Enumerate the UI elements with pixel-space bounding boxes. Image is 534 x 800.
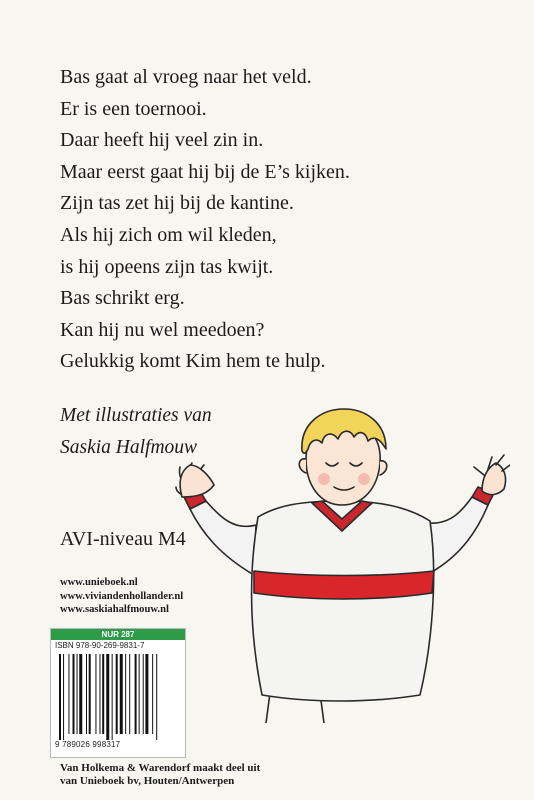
back-cover-blurb xyxy=(60,62,350,378)
blurb-line: Kan hij nu wel meedoen? xyxy=(60,318,265,341)
blurb-line: Er is een toernooi. xyxy=(60,97,207,120)
publisher-line: Van Holkema & Warendorf maakt deel uit xyxy=(60,762,261,774)
barcode-bars xyxy=(57,654,179,740)
blurb-line: Daar heeft hij veel zin in. xyxy=(60,129,264,152)
reading-level: AVI-niveau M4 xyxy=(60,528,186,550)
blurb-line: Zijn tas zet hij bij de kantine. xyxy=(60,192,294,215)
blurb-line: Maar eerst gaat hij bij de E’s kijken. xyxy=(60,160,350,183)
nur-code: NUR 287 xyxy=(51,629,185,640)
website-url: www.viviandenhollander.nl xyxy=(60,590,184,602)
blurb-line: is hij opeens zijn tas kwijt. xyxy=(60,255,274,278)
credit-line: Saskia Halfmouw xyxy=(60,437,198,458)
website-url: www.unieboek.nl xyxy=(60,577,138,588)
isbn-number: ISBN 978-90-269-9831-7 xyxy=(55,641,145,650)
publisher-note xyxy=(60,762,260,788)
credit-line: Met illustraties van xyxy=(60,405,212,426)
blurb-line: Bas gaat al vroeg naar het veld. xyxy=(60,66,312,88)
publisher-line: van Unieboek bv, Houten/Antwerpen xyxy=(60,775,235,787)
boy-illustration xyxy=(170,405,510,723)
barcode-label xyxy=(50,628,186,758)
website-url: www.saskiahalfmouw.nl xyxy=(60,604,169,615)
website-list xyxy=(60,576,183,617)
blurb-line: Als hij zich om wil kleden, xyxy=(60,223,277,246)
blurb-line: Bas schrikt erg. xyxy=(60,287,185,310)
blurb-line: Gelukkig komt Kim hem te hulp. xyxy=(60,350,326,373)
ean-digits: 9 789026 998317 xyxy=(55,740,121,749)
